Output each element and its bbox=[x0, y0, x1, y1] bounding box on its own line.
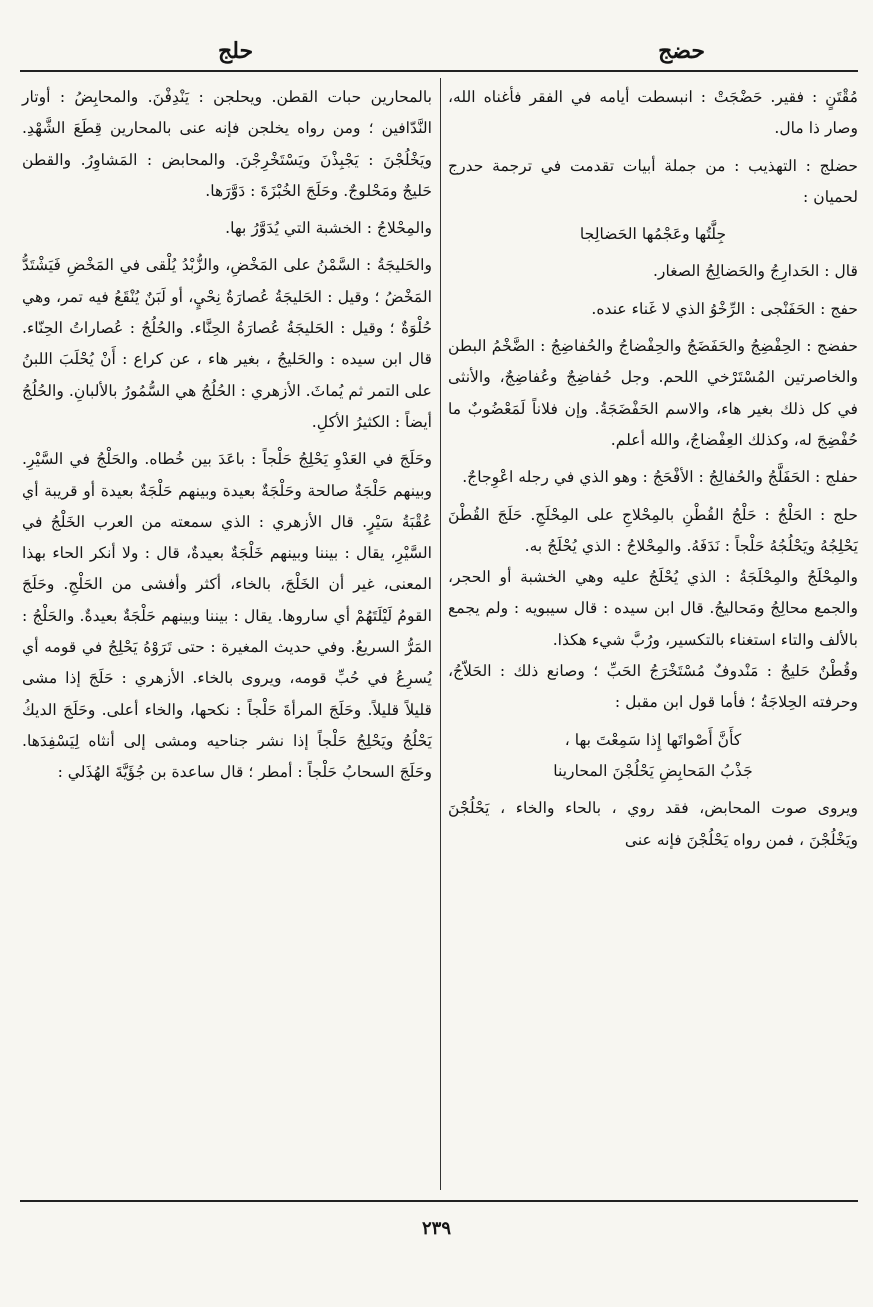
verse-line: جَذْبُ المَحابِضِ يَحْلُجْنَ المحارينا bbox=[553, 761, 753, 780]
entry-hafaj: حفج : الحَفَنْجى : الرِّخْوُ الذي لا غَناء عنده. bbox=[591, 299, 858, 318]
entry-paragraph: والحَليجَةُ : السَّمْنُ على المَخْضِ، والزُّبْدُ يُلْقى في المَخْضِ فَيَشْتَدُّ المَخْضُ ؛ وقيل : الحَليجَةُ عُصارَةُ نِحْيٍ، أو لَبَنٌ يُنْقَعُ فيه تمر، وهي حُلْوَةٌ ؛ وقيل : الحَليجَةُ عُصارَةُ الحِنَّاء. والحُلُجُ : عُصاراتُ الحِنّاء. قال ابن سيده : والحَليجُ ، بغير هاء ، عن كراع : أَنْ يُحْلَبَ اللبنُ على التمر ثم يُماثَ. الأزهري : الحُلُجُ هي السُّمُورُ بالألبانِ. والحُلُجُ أيضاً : الكثيرُ الأكلِ. bbox=[22, 256, 432, 431]
entry-hadlaj: حضلج : التهذيب : من جملة أبيات تقدمت في ترجمة حدرج لحميان : bbox=[448, 156, 858, 206]
page-header-root-right: حضج bbox=[658, 38, 705, 64]
entry-haflaj: حفلج : الحَفَلَّجُ والحُفالِجُ : الأفْحَجُ : وهو الذي في رجله اعْوِجاجٌ. bbox=[462, 468, 858, 487]
page-number: ٢٣٩ bbox=[421, 1218, 451, 1239]
entry-paragraph: والمِحْلاجُ : الخشبة التي يُدَوَّرُ بها. bbox=[225, 219, 432, 238]
entry-hafdaj: حفضج : الحِفْضِجُ والحَفَضَجُ والحِفْضاجُ والحُفاضِجُ : الضَّخْمُ البطن والخاصرتين المُسْتَرْخي اللحم. وجل حُفاضِجٌ وعُفاضِجٌ، والأنثى في كل ذلك بغير هاء، والاسم الحَفْضَجَةُ. وإن فلاناً لَمَعْضُوبٌ ما حُفْضِجَ له، وكذلك العِفْضاجُ، والله أعلم. bbox=[448, 337, 858, 449]
right-column bbox=[448, 82, 858, 856]
verse-line: جِلَّتُها وعَجْمُها الحَضالِجا bbox=[579, 225, 727, 244]
entry-paragraph: والمِحْلَجُ والمِحْلَجَةُ : الذي يُحْلَجُ عليه وهي الخشبة أو الحجر، والجمع محالِجُ ومَحاليجُ. قال ابن سيده : قال سيبويه : ولم يجمع بالألف والتاء استغناء بالتكسير، ورُبَّ شيء هكذا. bbox=[448, 568, 858, 649]
verse-line: كأَنَّ أَصْواتَها إِذا سَمِعْتَ بها ، bbox=[564, 730, 742, 749]
entry-paragraph: بالمحارين حبات القطن. ويحلجن : يَنْدِفْنَ. والمحابِضُ : أوتار النَّدّافين ؛ ومن رواه يخلجن فإنه عنى بالمحارين قِطَعَ الشَّهْدِ. ويَخْلُجْنَ : يَجْبِذْنَ ويَسْتَخْرِجْنَ. والمحابض : المَشاوِرُ. والقطن حَليجٌ ومَحْلوجٌ. وحَلَجَ الخُبْزَةَ : دَوَّرَها. bbox=[22, 88, 432, 200]
column-divider bbox=[440, 78, 441, 1190]
left-column bbox=[22, 82, 432, 789]
entry-paragraph: وحَلَجَ في العَدْوِ يَحْلِجُ حَلْجاً : باعَدَ بين خُطاه. والحَلْجُ في السَّيْرِ. وبينهم حَلْجَةٌ صالحة وحَلْجَةٌ بعيدة وبينهم حَلْجَةٌ بعيدة أو قريبة أي عُقْبَةُ سَيْرٍ. قال الأزهري : الذي سمعته من العرب الخَلْجُ في السَّيْرِ، يقال : بيننا وبينهم خَلْجَةٌ بعيدةٌ، قال : ولا أنكر الحاء بهذا المعنى، غير أن الخَلْجَ، بالخاء، أكثر وأفشى من الحَلْجِ. وحَلَجَ القومُ لَيْلَتَهُمْ أي ساروها. يقال : بيننا وبينهم حَلْجَةٌ بعيدةٌ. والحَلْجُ : المَرُّ السريعُ. وفي حديث المغيرة : حتى تَرَوْهُ يَحْلِجُ في قومه أي يُسرِعُ في حُبِّ قومه، ويروى بالخاء. الأزهري : حَلَجَ إذا مشى قليلاً قليلاً. وحَلَجَ المرأةَ حَلْجاً : نكحها، والخاء أعلى. وحَلَجَ الديكُ يَحْلُجُ ويَحْلِجُ حَلْجاً إذا نشر جناحيه ومشى إلى أنثاه لِيَسْفِدَها. وحَلَجَ السحابُ حَلْجاً : أمطر ؛ قال ساعدة بن جُؤَيَّةَ الهُذَلي : bbox=[22, 450, 432, 782]
bottom-rule bbox=[20, 1200, 858, 1202]
entry-paragraph: قال : الحَدارِجُ والحَضالِجُ الصغار. bbox=[652, 262, 858, 281]
entry-paragraph: مُقْتَنٍ : فقير. حَضْجَتْ : انبسطت أيامه في الفقر فأغناه الله، وصار ذا مال. bbox=[448, 88, 858, 138]
entry-paragraph: وقُطْنٌ حَليجٌ : مَنْدوفٌ مُسْتَخْرَجُ الحَبِّ ؛ وصانع ذلك : الحَلاّجُ، وحرفته الحِلاجَةُ ؛ فأما قول ابن مقبل : bbox=[448, 662, 858, 712]
entry-paragraph: ويروى صوت المحابض، فقد روي ، بالحاء والخاء ، يَحْلُجْنَ ويَخْلُجْنَ ، فمن رواه يَحْلُجْنَ فإنه عنى bbox=[448, 799, 858, 849]
page-header-root-left: حلج bbox=[218, 38, 254, 64]
top-rule bbox=[20, 70, 858, 72]
entry-halaj: حلج : الحَلْجُ : حَلْجُ القُطْنِ بالمِحْلاجِ على المِحْلَجِ. حَلَجَ القُطْنَ يَحْلِجُهُ ويَحْلُجُهُ حَلْجاً : نَدَفَهُ. والمِحْلاجُ : الذي يُحْلَجُ به. bbox=[448, 505, 858, 555]
